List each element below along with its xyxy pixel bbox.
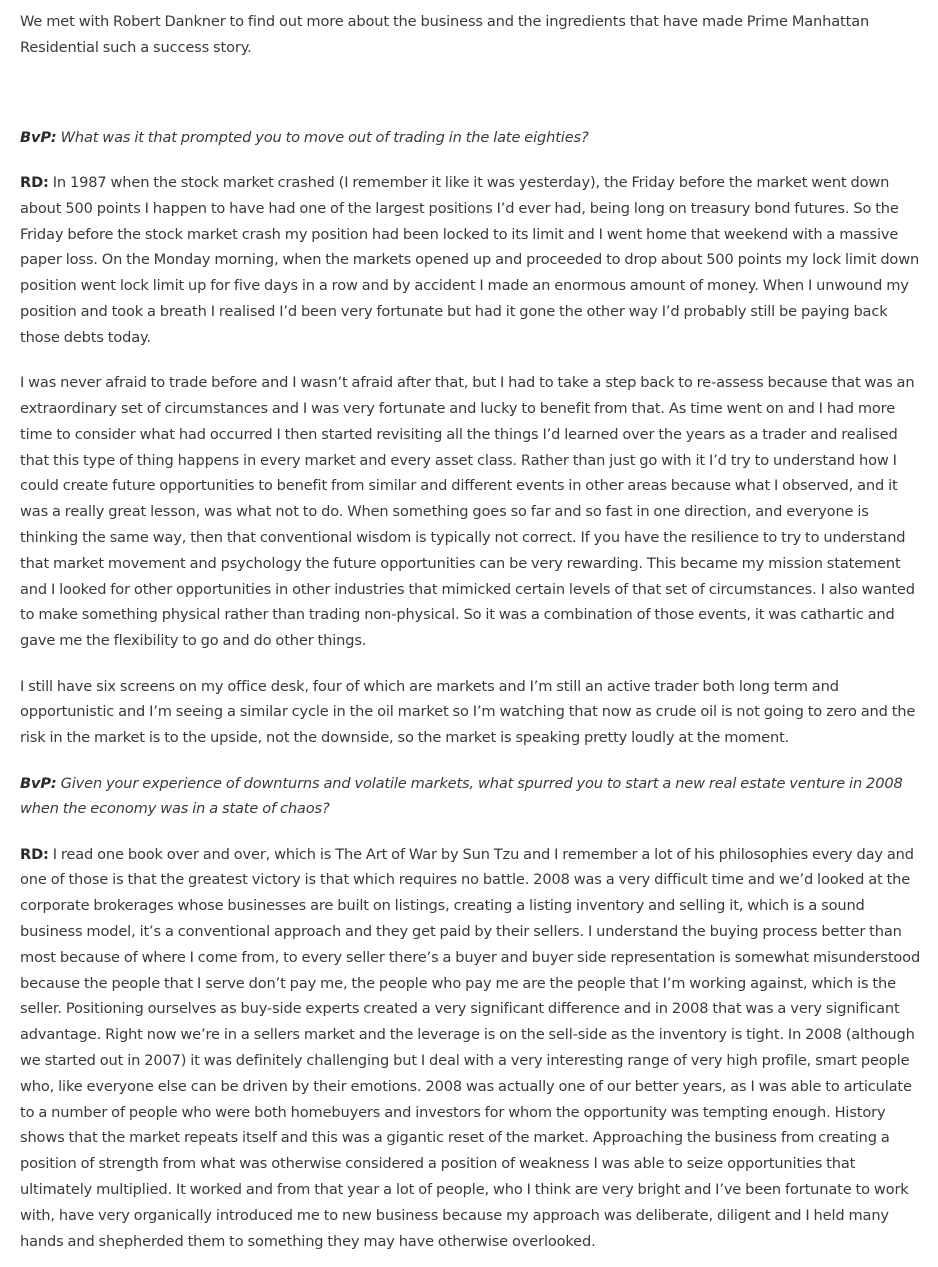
speaker-label-bvp: BvP: [20, 774, 57, 792]
question-text: Given your experience of downturns and volatile markets, what spurred you to start a new real estate venture in 2008 when the economy was in a state of chaos? [20, 774, 903, 818]
intro-paragraph: We met with Robert Dankner to find out more about the business and the ingredients that have made Prime Manhattan Residential such a success story. [20, 13, 870, 56]
speaker-label-rd: RD: [20, 845, 49, 863]
interview-question [20, 771, 924, 823]
answer-text: In 1987 when the stock market crashed (I remember it like it was yesterday), the Friday before the market went down about 500 points I happen to have had one of the largest positions I’d ever had, being long on treasury bond futures. So the Friday before the stock market crash my position had been locked to its limit and I went home that weekend with a massive paper loss. On the Monday morning, when the markets opened up and proceeded to drop about 500 points my lock limit down position went lock limit up for five days in a row and by accident I made an enormous amount of money. When I unwound my position and took a breath I realised I’d been very fortunate but had it gone the other way I’d probably still be paying back those debts today. [20, 173, 920, 346]
interview-answer [20, 842, 924, 1255]
question-text: What was it that prompted you to move out of trading in the late eighties? [56, 128, 589, 146]
speaker-label-rd: RD: [20, 173, 49, 191]
interview-question [20, 125, 924, 151]
answer-continuation-paragraph: I was never afraid to trade before and I wasn’t afraid after that, but I had to take a step back to re-assess because that was an extraordinary set of circumstances and I was very fortunate and lucky to benefit from that. As time went on and I had more time to consider what had occurred I then started revisiting all the things I’d learned over the years as a trader and realised that this type of thing happens in every market and every asset class. Rather than just go with it I’d try to understand how I could create future opportunities to benefit from similar and different events in other areas because what I observed, and it was a really great lesson, was what not to do. When something goes so far and so fast in one direction, and everyone is thinking the same way, then that conventional wisdom is typically not correct. If you have the resilience to try to understand that market movement and psychology the future opportunities can be very rewarding. This became my mission statement and I looked for other opportunities in other industries that mimicked certain levels of that set of circumstances. I also wanted to make something physical rather than trading non-physical. So it was a combination of those events, it was cathartic and gave me the flexibility to go and do other things. [20, 374, 915, 650]
speaker-label-bvp: BvP: [20, 128, 57, 146]
interview-answer [20, 170, 924, 351]
answer-text: I read one book over and over, which is The Art of War by Sun Tzu and I remember a lot of his philosophies every day and one of those is that the greatest victory is that which requires no battle. 2008 was a very difficult time and we’d looked at the corporate brokerages whose businesses are built on listings, creating a listing inventory and selling it, which is a sound business model, it’s a conventional approach and they get paid by their sellers. I understand the buying process better than most because of where I come from, to every seller there’s a buyer and buyer side representation is somewhat misunderstood because the people that I serve don’t pay me, the people who pay me are the people that I’m working against, which is the seller. Positioning ourselves as buy-side experts created a very significant difference and in 2008 that was a very significant advantage. Right now we’re in a sellers market and the leverage is on the sell-side as the inventory is tight. In 2008 (although we started out in 2007) it was definitely challenging but I deal with a very interesting range of very high profile, smart people who, like everyone else can be driven by their emotions. 2008 was actually one of our better years, as I was able to articulate to a number of people who were both homebuyers and investors for whom the opportunity was tempting enough. History shows that the market repeats itself and this was a gigantic reset of the market. Approaching the business from creating a position of strength from what was otherwise considered a position of weakness I was able to seize opportunities that ultimately multiplied. It worked and from that year a lot of people, who I think are very bright and I’ve been fortunate to work with, have very organically introduced me to new business because my approach was deliberate, diligent and I held many hands and shepherded them to something they may have otherwise overlooked. [20, 845, 921, 1250]
answer-continuation-paragraph: I still have six screens on my office desk, four of which are markets and I’m still an active trader both long term and opportunistic and I’m seeing a similar cycle in the oil market so I’m watching that now as crude oil is not going to zero and the risk in the market is to the upside, not the downside, so the market is speaking pretty loudly at the moment. [20, 677, 916, 747]
